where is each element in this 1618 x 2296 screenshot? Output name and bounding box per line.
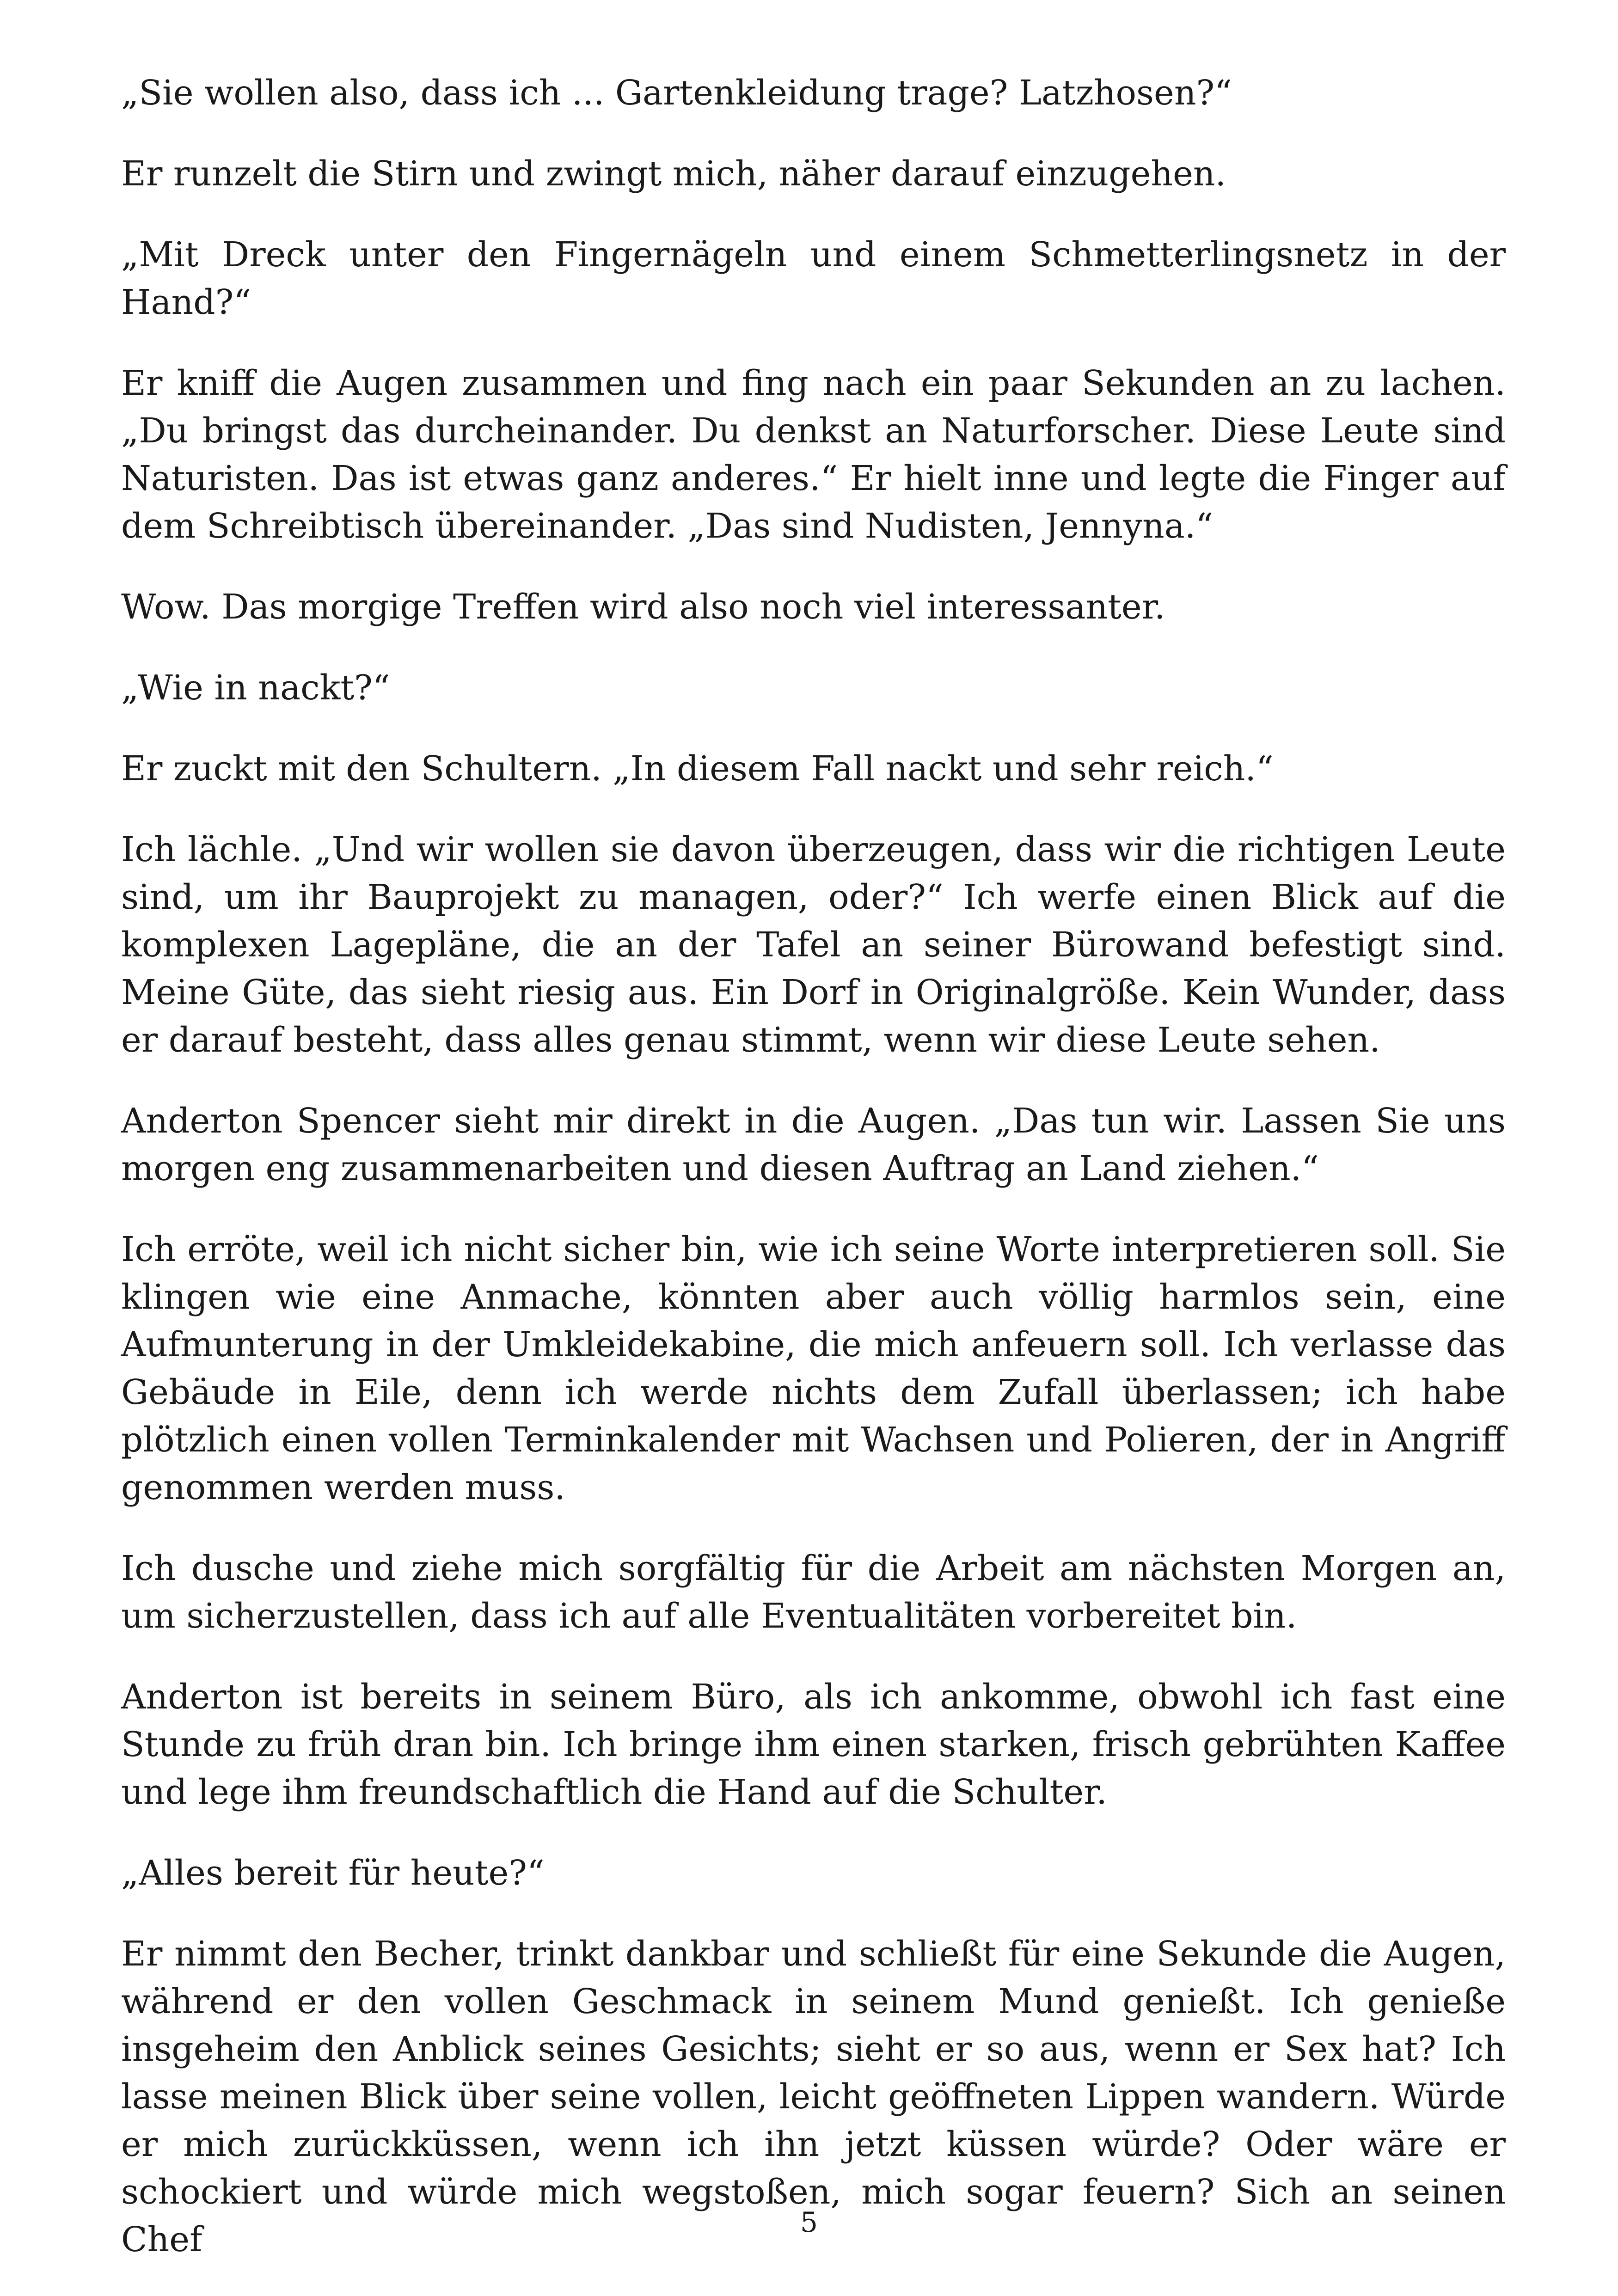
paragraph: Ich erröte, weil ich nicht sicher bin, wie ich seine Worte interpretieren soll. Sie klingen wie eine Anmache, könnten aber auch völlig harmlos sein, eine Aufmunterung in der Umkleidekabine, die mich anfeuern soll. Ich verlasse das Gebäude in Eile, denn ich werde nichts dem Zufall überlassen; ich habe plötzlich einen vollen Terminkalender mit Wachsen und Polieren, der in Angriff genommen werden muss.: [121, 1230, 1506, 1507]
paragraph: Er nimmt den Becher, trinkt dankbar und schließt für eine Sekunde die Augen, während er den vollen Geschmack in seinem Mund genießt. Ich genieße insgeheim den Anblick seines Gesichts; sieht er so aus, wenn er Sex hat? Ich lasse meinen Blick über seine vollen, leicht geöffneten Lippen wandern. Würde er mich zurückküssen, wenn ich ihn jetzt küssen würde? Oder wäre er schockiert und würde mich wegstoßen, mich sogar feuern? Sich an seinen Chef: [121, 1934, 1506, 2259]
paragraph: Wow. Das morgige Treffen wird also noch viel interessanter.: [121, 587, 1165, 627]
body-text: [121, 69, 1506, 2264]
paragraph: Er runzelt die Stirn und zwingt mich, näher darauf einzugehen.: [121, 154, 1226, 194]
paragraph: „Sie wollen also, dass ich ... Gartenkleidung trage? Latzhosen?“: [121, 73, 1232, 113]
paragraph: Er kniff die Augen zusammen und fing nach ein paar Sekunden an zu lachen. „Du bringst das durcheinander. Du denkst an Naturforscher. Diese Leute sind Naturisten. Das ist etwas ganz anderes.“ Er hielt inne und legte die Finger auf dem Schreibtisch übereinander. „Das sind Nudisten, Jennyna.“: [121, 363, 1506, 546]
paragraph: Ich dusche und ziehe mich sorgfältig für die Arbeit am nächsten Morgen an, um sicherzustellen, dass ich auf alle Eventualitäten vorbereitet bin.: [121, 1549, 1506, 1636]
paragraph: Anderton Spencer sieht mir direkt in die Augen. „Das tun wir. Lassen Sie uns morgen eng zusammenarbeiten und diesen Auftrag an Land ziehen.“: [121, 1101, 1506, 1188]
page-number: 5: [800, 2206, 818, 2239]
paragraph: „Alles bereit für heute?“: [121, 1853, 545, 1893]
paragraph: Er zuckt mit den Schultern. „In diesem Fall nackt und sehr reich.“: [121, 749, 1274, 789]
paragraph: Anderton ist bereits in seinem Büro, als ich ankomme, obwohl ich fast eine Stunde zu früh dran bin. Ich bringe ihm einen starken, frisch gebrühten Kaffee und lege ihm freundschaftlich die Hand auf die Schulter.: [121, 1677, 1506, 1812]
paragraph: Ich lächle. „Und wir wollen sie davon überzeugen, dass wir die richtigen Leute sind, um ihr Bauprojekt zu managen, oder?“ Ich werfe einen Blick auf die komplexen Lagepläne, die an der Tafel an seiner Bürowand befestigt sind. Meine Güte, das sieht riesig aus. Ein Dorf in Originalgröße. Kein Wunder, dass er darauf besteht, dass alles genau stimmt, wenn wir diese Leute sehen.: [121, 830, 1506, 1060]
paragraph: „Wie in nackt?“: [121, 668, 390, 708]
paragraph: „Mit Dreck unter den Fingernägeln und einem Schmetterlingsnetz in der Hand?“: [121, 235, 1506, 322]
